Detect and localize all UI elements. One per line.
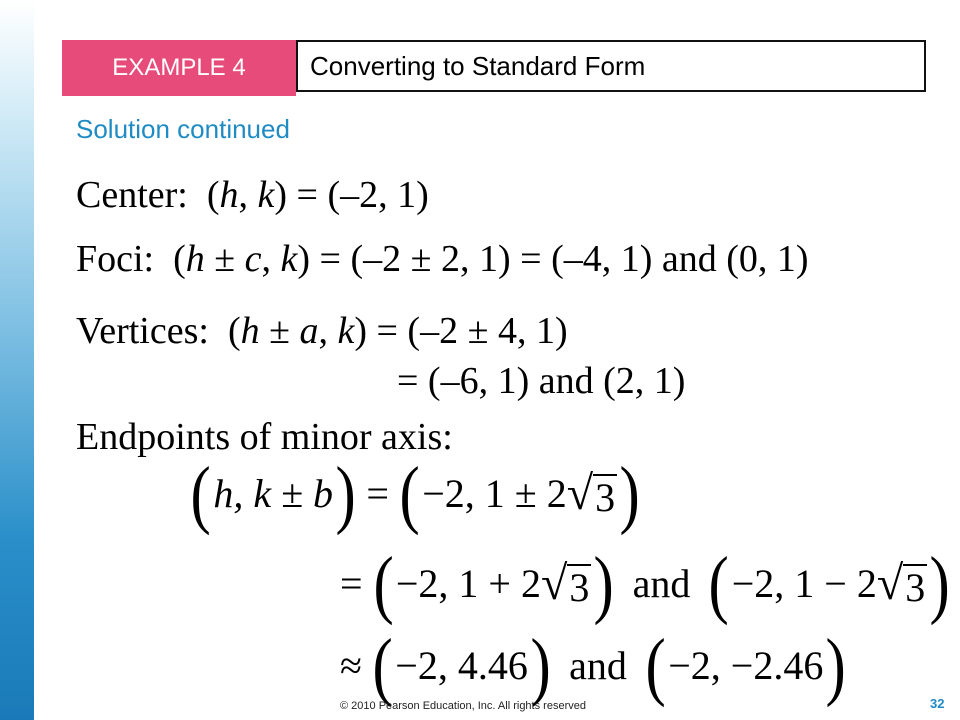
minor-axis-row-3: ≈ ( −2, 4.46 ) and ( −2, −2.46 ) <box>340 624 847 708</box>
center-label: Center: <box>76 174 188 216</box>
row3-and: and <box>569 643 627 688</box>
foci-label: Foci: <box>76 238 155 280</box>
vertices-label: Vertices: <box>76 310 209 352</box>
foci-rest: ) = (–2 ± 2, 1) = (–4, 1) and (0, 1) <box>297 238 809 280</box>
foci-pm: ± <box>204 238 245 280</box>
side-accent-bar <box>0 0 34 720</box>
row2-left-sqrt: √ 3 <box>541 557 590 610</box>
row2-eq: = <box>340 561 363 606</box>
row2-and: and <box>632 561 691 606</box>
row2-right: −2, 1 − 2 <box>731 561 877 606</box>
center-sep: , <box>238 174 258 216</box>
vertices-pm: ± <box>259 310 300 352</box>
row3-left: −2, 4.46 <box>395 643 528 688</box>
foci-sep: , <box>261 238 281 280</box>
row1-lhs: h, k ± b <box>213 471 334 516</box>
foci-c: c <box>244 238 262 280</box>
vertices-rest: ) = (–2 ± 4, 1) <box>354 310 568 352</box>
foci-open: ( <box>173 238 186 280</box>
row1-eq: = <box>366 471 389 516</box>
center-k: k <box>257 174 275 216</box>
vertices-a: a <box>299 310 319 352</box>
solution-subtitle: Solution continued <box>76 114 290 144</box>
example-title <box>296 40 926 92</box>
example-label: EXAMPLE 4 <box>62 40 296 96</box>
vertices-sep: , <box>318 310 338 352</box>
minor-axis-row-2: = ( −2, 1 + 2 √ 3 ) and ( −2, 1 − 2 √ 3 ) <box>340 542 950 626</box>
row2-left-radicand: 3 <box>569 565 590 610</box>
row2-left: −2, 1 + 2 <box>395 561 541 606</box>
copyright-footer: © 2010 Pearson Education, Inc. All rights reserved <box>340 700 586 712</box>
row3-approx: ≈ <box>340 643 362 688</box>
row1-radicand: 3 <box>595 475 616 520</box>
row2-right-sqrt: √ 3 <box>876 557 926 610</box>
vertices-h: h <box>240 310 260 352</box>
row1-rhs: −2, 1 ± 2 <box>422 471 567 516</box>
page-number: 32 <box>930 696 945 711</box>
center-rest: ) = (–2, 1) <box>274 174 429 216</box>
vertices-k: k <box>337 310 355 352</box>
example-title-text: Converting to Standard Form <box>310 50 646 81</box>
foci-k: k <box>280 238 298 280</box>
center-h: h <box>219 174 239 216</box>
vertices-line <box>76 312 568 350</box>
foci-h: h <box>185 238 205 280</box>
row2-right-radicand: 3 <box>905 565 926 610</box>
row1-sqrt: √ 3 <box>566 467 616 520</box>
vertices-line-2: = (–6, 1) and (2, 1) <box>397 360 686 402</box>
vertices-open: ( <box>227 310 241 352</box>
minor-axis-heading: Endpoints of minor axis: <box>76 416 453 458</box>
center-open: ( <box>206 174 220 216</box>
center-line <box>76 176 429 214</box>
minor-axis-row-1: ( h, k ± b ) = ( −2, 1 ± 2 √ 3 ) <box>190 452 640 536</box>
foci-line <box>76 240 809 278</box>
row3-right: −2, −2.46 <box>668 643 824 688</box>
